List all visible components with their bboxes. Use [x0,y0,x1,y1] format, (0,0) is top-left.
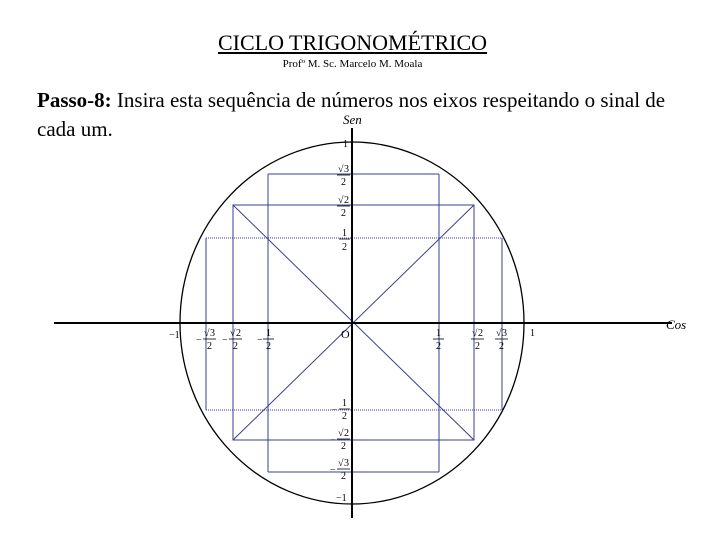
author-subtitle: Profº M. Sc. Marcelo M. Moala [282,58,423,70]
sen-label-1-over-2 [339,228,350,253]
cos-label-1: 1 [530,328,535,339]
sen-label-sqrt3-over-2 [337,164,350,188]
sen-label-1: 1 [343,139,348,150]
radicand: 2 [344,195,349,206]
minus-sign: − [330,465,336,476]
minus-sign: − [222,335,228,346]
radicand: 2 [236,328,241,339]
cos-label-neg-1-over-2 [257,328,274,352]
denominator: 2 [266,341,271,352]
sqrt-symbol: √ [472,328,478,339]
denominator: 2 [499,341,504,352]
radicand: 3 [344,164,349,175]
radicand: 2 [478,328,483,339]
numerator: 1 [266,328,271,339]
sqrt-symbol: √ [338,458,344,469]
sqrt-symbol: √ [338,195,344,206]
denominator: 2 [342,242,347,253]
sqrt-symbol: √ [338,428,344,439]
denominator: 2 [341,177,346,188]
radicand: 3 [502,328,507,339]
denominator: 2 [436,341,441,352]
radicand: 2 [344,428,349,439]
sqrt-symbol: √ [204,328,210,339]
step-label: Passo-8: [37,88,112,112]
numerator: 1 [436,328,441,339]
sen-label-neg-sqrt3-over-2 [330,458,350,482]
denominator: 2 [341,471,346,482]
cos-label-sqrt2-over-2 [471,328,484,352]
cos-axis-label: Cos [666,317,687,332]
cos-label-neg-sqrt2-over-2 [222,328,242,352]
numerator: 1 [342,398,347,409]
minus-sign: − [196,335,202,346]
sqrt-symbol: √ [338,164,344,175]
sqrt-symbol: √ [230,328,236,339]
denominator: 2 [341,441,346,452]
denominator: 2 [341,208,346,219]
page-title: CICLO TRIGONOMÉTRICO [217,30,488,55]
cos-label-neg-1: −1 [169,330,180,341]
denominator: 2 [342,411,347,422]
sen-axis-label: Sen [343,112,362,127]
minus-sign: − [330,435,336,446]
denominator: 2 [475,341,480,352]
minus-sign: − [257,335,263,346]
numerator: 1 [342,228,347,239]
radicand: 3 [210,328,215,339]
minus-sign: − [331,405,337,416]
step-text: Insira esta sequência de números nos eixos respeitando o sinal de cada um. [37,88,666,141]
sqrt-symbol: √ [496,328,502,339]
sen-label-sqrt2-over-2 [337,195,350,219]
denominator: 2 [207,341,212,352]
denominator: 2 [233,341,238,352]
radicand: 3 [344,458,349,469]
sen-label-neg-1: −1 [336,493,347,504]
origin-label: O [341,327,350,341]
